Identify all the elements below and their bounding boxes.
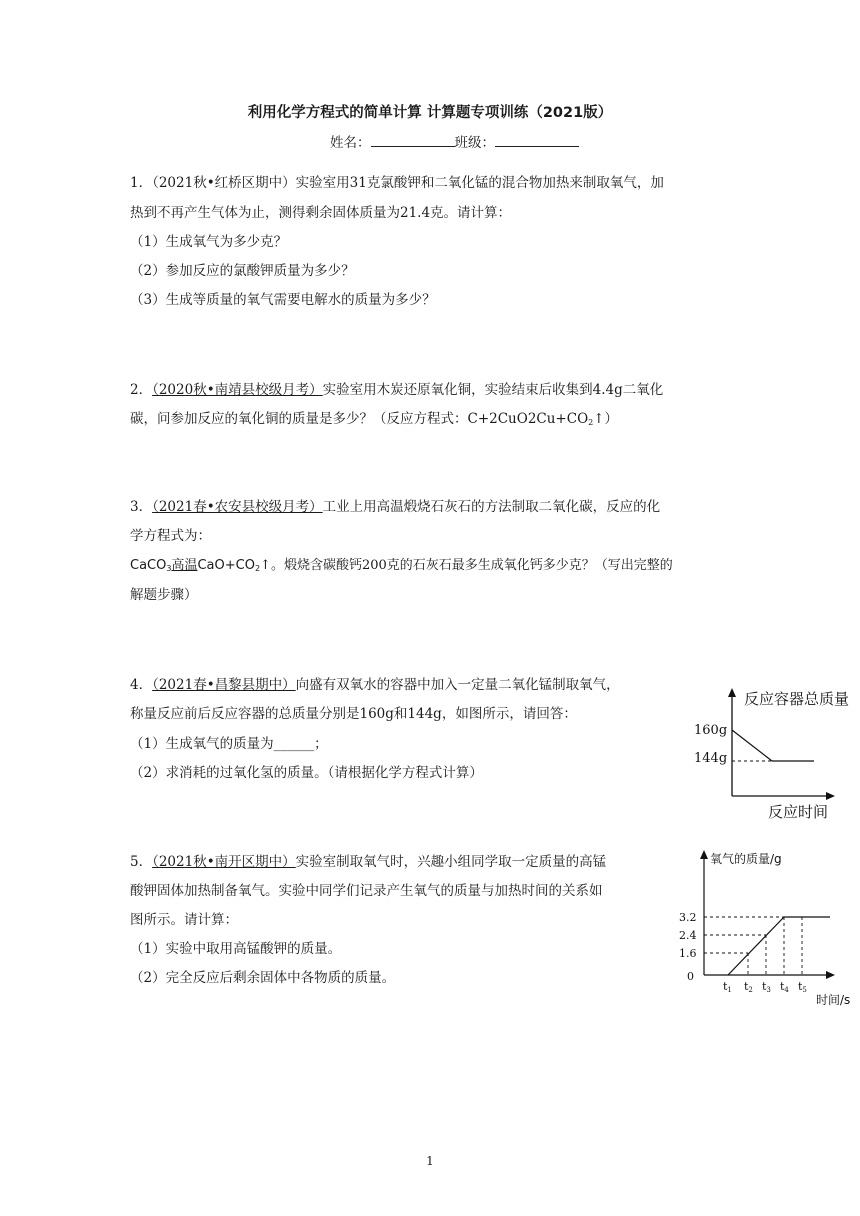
- q5-number: 5．: [130, 854, 153, 870]
- q5-ytick-1.6: 1.6: [679, 947, 697, 960]
- q5-y-arrow: [700, 850, 708, 859]
- q1-line2: 热到不再产生气体为止，测得剩余固体质量为21.4克。请计算：: [130, 205, 512, 221]
- q3-source: （2021春•农安县校级月考）: [152, 499, 323, 515]
- q4-x-title: 反应时间: [768, 803, 829, 821]
- q5-xtick-t4: t4: [780, 980, 789, 994]
- q2-line1: [130, 381, 663, 399]
- q3-question: ↑。煅烧含碳酸钙200克的石灰石最多生成氧化钙多少克？（写出完整的: [260, 558, 673, 573]
- q3-condition: 高温: [171, 558, 198, 573]
- q5-ytick-0: 0: [687, 970, 694, 983]
- q3-line1: [130, 498, 660, 516]
- class-blank[interactable]: [495, 134, 579, 147]
- q1-source: （2021秋•红桥区期中）: [152, 175, 296, 191]
- q2-equation-text: 碳，问参加反应的氧化铜的质量是多少？（反应方程式：C+2CuO2Cu+CO: [130, 411, 589, 427]
- q3-reactant: CaCO: [130, 558, 167, 573]
- q5-x-title: 时间/s: [816, 993, 851, 1007]
- q3-sub1: 3: [166, 564, 172, 573]
- student-info-line: [330, 134, 579, 152]
- q4-line1: [130, 676, 620, 694]
- q4-decline-line: [732, 730, 772, 761]
- q3-equation-line: [130, 557, 673, 575]
- q5-ytick-3.2: 3.2: [679, 911, 697, 924]
- q4-line2: 称量反应前后反应容器的总质量分别是160g和144g，如图所示，请回答：: [130, 706, 577, 722]
- q4-sub1: [130, 735, 328, 753]
- q1-sub1: （1）生成氧气为多少克？: [130, 234, 288, 250]
- page-number: 1: [426, 1154, 434, 1168]
- q2-subscript: 2: [588, 418, 594, 427]
- name-label: 姓名：: [330, 135, 371, 151]
- q4-source: （2021春•昌黎县期中）: [152, 677, 296, 693]
- q1-line1: [130, 174, 664, 192]
- q3-text: 工业上用高温煅烧石灰石的方法制取二氧化碳，反应的化: [322, 499, 661, 515]
- q5-xtick-t2: t2: [744, 980, 753, 994]
- q2-line2: [130, 410, 618, 428]
- q2-source: （2020秋•南靖县校级月考）: [152, 382, 323, 398]
- q5-xtick-t1: t1: [723, 980, 732, 994]
- q5-sub2: （2）完全反应后剩余固体中各物质的质量。: [130, 970, 396, 986]
- q5-source: （2021秋•南开区期中）: [152, 854, 296, 870]
- q5-text: 实验室制取氧气时，兴趣小组同学取一定质量的高锰: [295, 854, 607, 870]
- q1-sub3: （3）生成等质量的氧气需要电解水的质量为多少？: [130, 292, 436, 308]
- q5-line2: 酸钾固体加热制备氧气。实验中同学们记录产生氧气的质量与加热时间的关系如: [130, 883, 603, 899]
- q1-number: 1．: [130, 175, 153, 191]
- q5-xtick-t3: t3: [762, 980, 771, 994]
- q4-mass-graph: [688, 682, 860, 822]
- q5-x-arrow: [826, 971, 835, 979]
- q1-text: 实验室用31克氯酸钾和二氧化锰的混合物加热来制取氧气，加: [295, 175, 664, 191]
- q4-sub1-end: ；: [314, 736, 328, 752]
- q5-sub1: （1）实验中取用高锰酸钾的质量。: [130, 941, 342, 957]
- q5-xtick-t5: t5: [798, 980, 807, 994]
- q4-label-160: 160g: [694, 723, 728, 738]
- q5-line1: [130, 853, 606, 871]
- q5-line3: 图所示。请计算：: [130, 912, 238, 928]
- q4-sub2: （2）求消耗的过氧化氢的质量。（请根据化学方程式计算）: [130, 765, 483, 781]
- q4-y-arrow: [728, 688, 736, 697]
- q5-oxygen-graph: [668, 842, 860, 1010]
- class-label: 班级：: [454, 135, 495, 151]
- q3-number: 3．: [130, 499, 153, 515]
- q3-products: CaO+CO: [197, 558, 255, 573]
- q2-equation-end: ↑）: [593, 411, 619, 427]
- q4-label-144: 144g: [694, 751, 728, 766]
- q4-text: 向盛有双氧水的容器中加入一定量二氧化锰制取氧气，: [295, 677, 620, 693]
- q4-x-arrow: [826, 792, 835, 800]
- q4-sub1-text: （1）生成氧气的质量为: [130, 736, 274, 752]
- q3-sub2: 2: [254, 564, 261, 573]
- q4-y-title: 反应容器总质量: [744, 690, 850, 708]
- q4-number: 4．: [130, 677, 153, 693]
- q4-answer-blank[interactable]: ______: [273, 736, 315, 752]
- q3-line4: 解题步骤）: [130, 587, 198, 603]
- q5-y-title: 氧气的质量/g: [710, 852, 782, 866]
- q2-text: 实验室用木炭还原氧化铜，实验结束后收集到4.4g二氧化: [322, 382, 664, 398]
- q3-line2: 学方程式为：: [130, 528, 211, 544]
- q5-ytick-2.4: 2.4: [679, 929, 697, 942]
- page-title: 利用化学方程式的简单计算 计算题专项训练（2021版）: [247, 105, 613, 121]
- q1-sub2: （2）参加反应的氯酸钾质量为多少？: [130, 263, 355, 279]
- q5-rise-line: [728, 917, 784, 975]
- name-blank[interactable]: [371, 134, 455, 147]
- q2-number: 2．: [130, 382, 153, 398]
